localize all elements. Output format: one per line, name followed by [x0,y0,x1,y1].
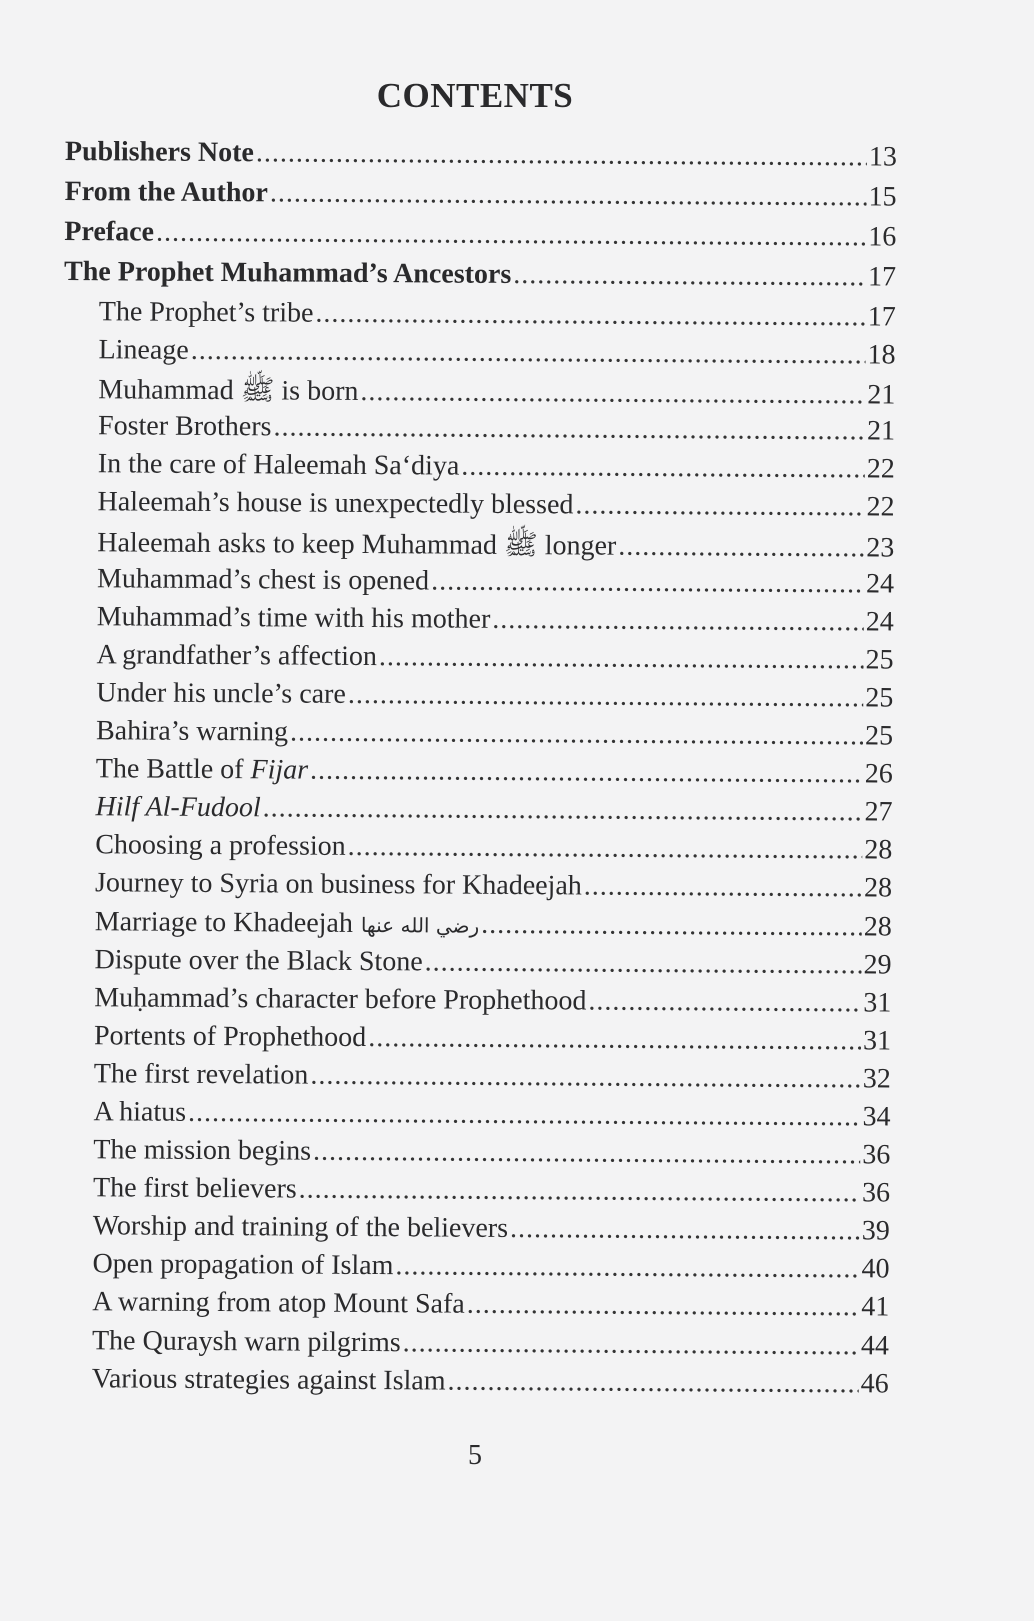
toc-entry-page: 40 [861,1253,890,1285]
dot-leader [584,871,862,905]
toc-entry-title-text: Publishers Note [64,136,254,169]
dot-leader [348,679,864,714]
toc-entry-title-text: Haleemah’s house is unexpectedly blessed [97,486,574,521]
dot-leader [492,604,864,638]
toc-entry [61,715,893,759]
toc-entry-title-text: Preface [64,215,155,248]
toc-entry [57,1325,889,1369]
toc-entry [64,296,896,340]
toc-entry-title [97,563,429,597]
toc-entry [62,601,894,645]
toc-entry-page: 31 [862,1025,892,1057]
toc-entry-page: 29 [863,948,892,981]
dot-leader [290,717,863,753]
toc-entry-title [97,487,573,522]
dot-leader [447,1365,858,1400]
toc-entry-page: 28 [863,872,893,904]
toc-entry-title [97,601,491,636]
toc-entry-page: 32 [862,1063,891,1095]
toc-entry-title-text: Bahira’s warning [95,715,289,748]
dot-leader [395,1251,859,1286]
toc-entry-title-text: Foster Brothers [97,410,272,443]
toc-entry-title-text: Open propagation of Islam [92,1248,394,1282]
toc-entry-title [96,715,288,748]
toc-entry-page: 22 [866,491,895,523]
toc-entry [62,563,894,607]
toc-entry-title-text: The first believers [92,1172,297,1205]
dot-leader [270,177,867,213]
toc-entry-title-text: Marriage to Khadeejah [94,905,353,939]
toc-entry-title-text: Dispute over the Black Stone [94,943,423,977]
toc-entry-page: 25 [864,720,894,752]
dot-leader [588,985,861,1019]
toc-entry-page: 26 [864,758,893,790]
toc-entry-title [96,639,377,673]
toc-entry-title [92,1363,446,1397]
toc-entry-title-text: Choosing a profession [95,829,346,863]
toc-entry-title [95,830,346,864]
toc-entry-arabic-honorific: رضي الله عنها [360,912,480,938]
toc-entry-title [94,982,586,1017]
toc-entry-title-text: Haleemah asks to keep Muhammad ﷺ longer [97,526,617,562]
dot-leader [315,298,866,334]
dot-leader [379,641,864,676]
toc-entry [64,216,896,262]
toc-entry [59,982,891,1026]
toc-entry-title [94,1058,309,1091]
toc-entry-title-text: Muḥammad’s character before Prophethood [94,981,587,1017]
toc-entry-title [93,1210,508,1245]
page-number: 5 [468,1440,482,1471]
toc-entry-page: 36 [861,1177,891,1209]
dot-leader [467,1289,860,1324]
toc-entry-page: 25 [865,682,894,714]
toc-entry-title-text: Muhammad ﷺ is born [98,374,359,408]
toc-entry-page: 31 [863,987,892,1019]
toc-entry-title [97,525,616,568]
toc-entry-title [65,136,254,169]
toc-entry [60,791,892,835]
toc-entry-title-text: From the Author [64,175,268,209]
toc-entry [58,1096,890,1140]
dot-leader [510,1213,860,1247]
toc-entry-page: 28 [864,834,893,866]
toc-entry-title-text: A hiatus [93,1096,187,1128]
toc-entry-title [92,1287,465,1321]
toc-entry-page: 36 [862,1139,891,1171]
toc-entry-page: 39 [861,1215,890,1247]
toc-entry-title [98,411,272,444]
toc-entry-page: 25 [865,644,894,676]
toc-entry [62,486,894,530]
toc-entry-page: 27 [864,796,893,828]
toc-entry-page: 17 [867,261,897,293]
dot-leader [403,1327,859,1362]
dot-leader [513,259,866,293]
toc-entry [61,639,893,683]
dot-leader [461,451,865,486]
toc-entry-title [93,1096,186,1129]
toc-entry-title [95,868,582,903]
toc-entry-page: 21 [867,379,896,411]
toc-entry [65,136,897,182]
toc-entry-title-text: The Quraysh warn pilgrims [91,1324,401,1358]
toc-entry-page: 44 [860,1329,890,1362]
dot-leader [575,490,864,524]
toc-entry-title-text: A warning from atop Mount Safa [92,1286,465,1321]
dot-leader [368,1022,861,1057]
toc-entry-title [93,1134,311,1167]
dot-leader [431,565,864,600]
toc-entry-title-text: The Battle of [95,753,251,786]
toc-entry-title [65,176,268,209]
toc-entry-title-text: The Prophet’s tribe [98,296,314,329]
dot-leader [191,335,866,371]
toc-entry-title-text: Worship and training of the believers [92,1210,509,1245]
toc-entry-page: 18 [867,339,896,371]
toc-entry [60,905,892,949]
toc-entry-title [98,334,188,367]
toc-entry [58,1210,890,1254]
toc-entry-title-text: Lineage [98,334,189,366]
table-of-contents [57,136,897,1406]
toc-entry [57,1363,889,1407]
toc-entry-title-text: The Prophet Muhammad’s Ancestors [63,255,512,290]
toc-entry [59,944,891,988]
dot-leader [310,1060,861,1096]
toc-entry [58,1134,890,1178]
toc-entry [59,1058,891,1102]
dot-leader [618,530,864,564]
toc-entry-title-text: A grandfather’s affection [96,639,378,672]
dot-leader [348,831,863,866]
toc-entry-title-italic: Hilf Al-Fudool [95,791,261,824]
toc-entry-page: 16 [868,221,897,253]
toc-entry-title [96,677,346,711]
toc-entry-page: 22 [866,453,895,485]
page-title: CONTENTS [376,76,574,115]
toc-entry-page: 28 [863,910,892,943]
toc-entry-title [92,1249,393,1283]
toc-entry-page: 17 [867,301,896,333]
toc-entry-title-text: The first revelation [93,1058,309,1091]
toc-entry-title [92,1325,401,1359]
toc-entry-page: 15 [868,181,897,213]
toc-entry-page: 24 [865,606,894,638]
toc-entry-title [94,1020,366,1054]
toc-entry [62,525,894,569]
toc-entry-page: 13 [868,141,897,173]
toc-entry [64,176,896,222]
toc-entry-title [98,449,460,483]
toc-entry-title [64,256,511,291]
toc-entry-title [96,753,309,786]
toc-entry [58,1172,890,1216]
toc-entry-page: 21 [866,415,896,447]
toc-entry-page: 24 [865,567,895,600]
toc-entry-page: 34 [862,1101,891,1133]
dot-leader [360,376,865,411]
toc-entry-title [99,296,314,329]
toc-entry [63,448,895,492]
toc-entry-page: 23 [866,531,895,564]
toc-entry-page: 41 [861,1291,890,1323]
toc-entry-title [95,791,260,824]
toc-entry [64,256,896,302]
dot-leader [425,946,862,981]
dot-leader [263,793,863,829]
toc-entry-title-text: Various strategies against Islam [91,1362,446,1397]
dot-leader [273,412,865,448]
toc-entry [57,1286,889,1330]
toc-entry [57,1248,889,1292]
dot-leader [299,1174,860,1210]
toc-entry-title [94,944,422,978]
toc-entry [63,334,895,378]
toc-entry [60,829,892,873]
toc-entry-title-italic: Fijar [250,754,309,786]
toc-entry-title-text: Journey to Syria on business for Khadeejah [94,867,582,902]
dot-leader [313,1136,860,1172]
toc-entry-title-text: Muhammad’s chest is opened [96,562,430,597]
toc-entry-title-text: The mission begins [93,1134,312,1167]
toc-entry-title-text: In the care of Haleemah Sa‘diya [97,448,460,482]
dot-leader [188,1097,861,1133]
toc-entry [61,677,893,721]
dot-leader [156,217,867,254]
toc-entry-page: 46 [860,1367,889,1400]
toc-entry [63,372,895,416]
toc-entry [59,1020,891,1064]
toc-entry-title-text: Portents of Prophethood [93,1019,367,1053]
toc-entry-title [95,906,480,941]
dot-leader [256,137,867,173]
dot-leader [481,908,862,943]
toc-entry-title-text: Muhammad’s time with his mother [96,600,491,635]
toc-entry [63,410,895,454]
dot-leader [310,755,863,791]
toc-entry [61,753,893,797]
toc-entry-title [64,216,154,249]
toc-entry [60,867,892,911]
toc-entry-title [98,372,358,414]
toc-entry-title [93,1172,297,1205]
toc-entry-title-text: Under his uncle’s care [96,677,346,710]
